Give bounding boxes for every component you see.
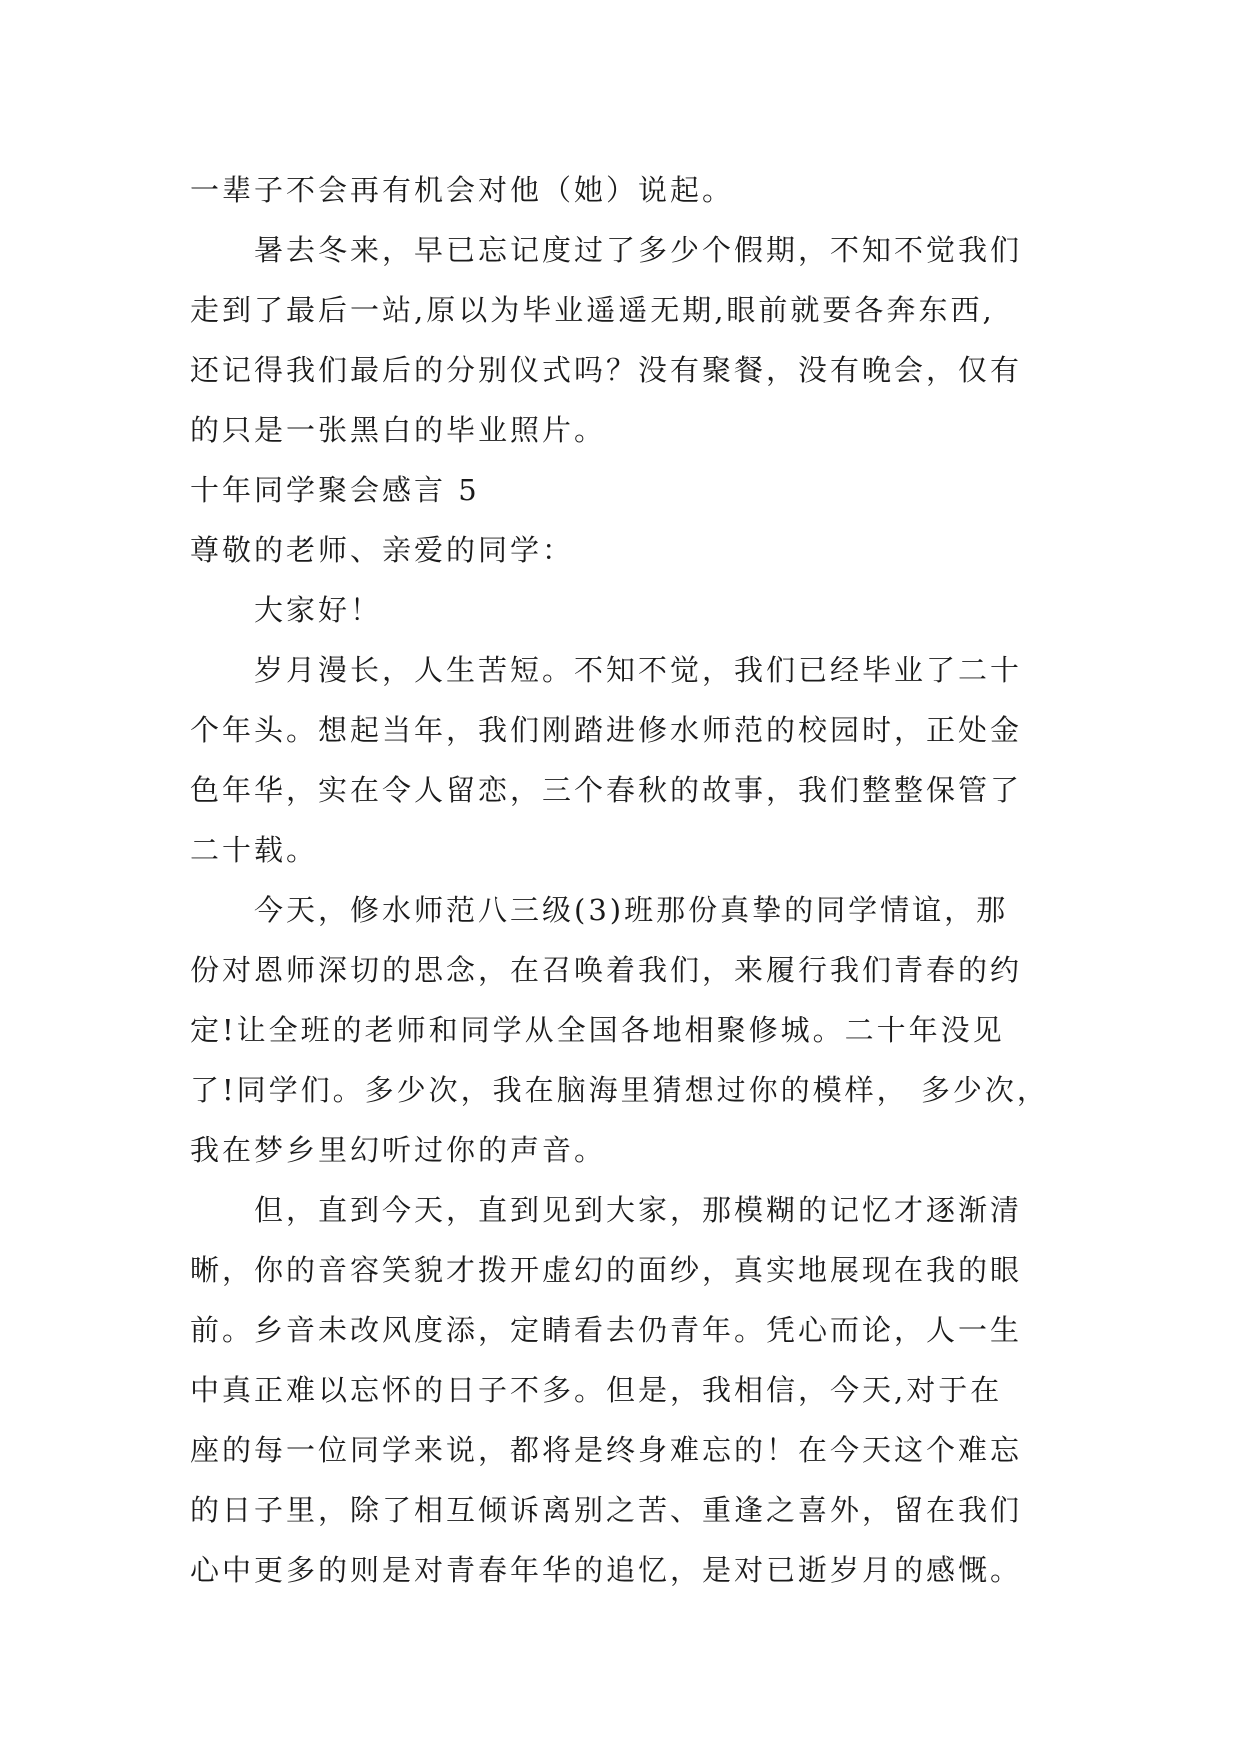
text-line: 一辈子不会再有机会对他（她）说起。	[190, 173, 735, 207]
text-line: 色年华，实在令人留恋，三个春秋的故事，我们整整保管了	[190, 773, 1023, 807]
text-line: 晰，你的音容笑貌才拨开虚幻的面纱，真实地展现在我的眼	[190, 1253, 1023, 1287]
text-line: 走到了最后一站,原以为毕业遥遥无期,眼前就要各奔东西,	[190, 293, 995, 327]
greeting: 大家好！	[254, 593, 383, 627]
text-line: 但，直到今天，直到见到大家，那模糊的记忆才逐渐清	[254, 1193, 1023, 1227]
salutation: 尊敬的老师、亲爱的同学：	[190, 533, 575, 567]
text-line: 份对恩师深切的思念，在召唤着我们，来履行我们青春的约	[190, 953, 1023, 987]
text-line: 座的每一位同学来说，都将是终身难忘的！在今天这个难忘	[190, 1433, 1023, 1467]
text-line: 还记得我们最后的分别仪式吗？没有聚餐，没有晚会，仅有	[190, 353, 1023, 387]
text-line: 的只是一张黑白的毕业照片。	[190, 413, 607, 447]
text-line: 二十载。	[190, 833, 319, 867]
text-line: 了!同学们。多少次，我在脑海里猜想过你的模样， 多少次，	[190, 1073, 1049, 1107]
text-line: 个年头。想起当年，我们刚踏进修水师范的校园时，正处金	[190, 713, 1023, 747]
text-line: 的日子里，除了相互倾诉离别之苦、重逢之喜外，留在我们	[190, 1493, 1023, 1527]
text-line: 中真正难以忘怀的日子不多。但是，我相信，今天,对于在	[190, 1373, 1003, 1407]
text-line: 暑去冬来，早已忘记度过了多少个假期，不知不觉我们	[254, 233, 1023, 267]
section-heading: 十年同学聚会感言 5	[190, 473, 480, 507]
text-line: 我在梦乡里幻听过你的声音。	[190, 1133, 607, 1167]
document-body	[190, 160, 1070, 1600]
text-line: 岁月漫长，人生苦短。不知不觉，我们已经毕业了二十	[254, 653, 1023, 687]
text-line: 前。乡音未改风度添，定睛看去仍青年。凭心而论，人一生	[190, 1313, 1023, 1347]
text-line: 今天，修水师范八三级(3)班那份真挚的同学情谊，那	[254, 893, 1009, 927]
text-line: 定!让全班的老师和同学从全国各地相聚修城。二十年没见	[190, 1013, 1005, 1047]
text-line: 心中更多的则是对青春年华的追忆，是对已逝岁月的感慨。	[190, 1553, 1023, 1587]
